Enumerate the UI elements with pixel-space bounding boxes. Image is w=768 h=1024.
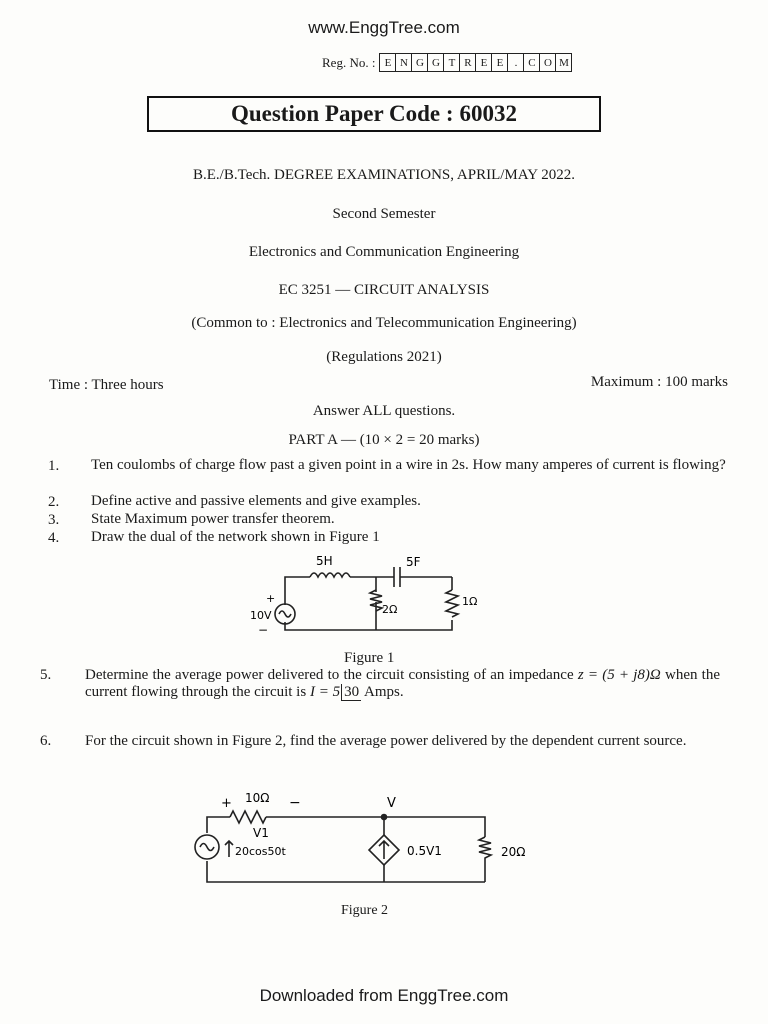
- reg-cell: M: [559, 56, 569, 69]
- impedance-expression: z = (5 + j8)Ω: [577, 667, 661, 683]
- question-number: 6.: [40, 733, 52, 749]
- part-a-heading: PART A — (10 × 2 = 20 marks): [288, 432, 480, 448]
- figure-2-caption: Figure 2: [341, 903, 389, 918]
- v1-label: V1: [253, 826, 269, 840]
- instruction-line: Answer ALL questions.: [312, 403, 456, 419]
- q5-text-f: Amps.: [364, 684, 404, 700]
- resistor-right-label: 20Ω: [501, 845, 526, 859]
- question-number: 2.: [48, 494, 60, 510]
- register-number: [322, 53, 572, 72]
- resistor-right-label: 1Ω: [462, 595, 478, 608]
- resistor-20ohm: [479, 837, 491, 882]
- resistor-1ohm: [446, 590, 458, 617]
- plus-sign: +: [266, 592, 276, 605]
- node-label: V: [387, 796, 396, 811]
- reg-cell: E: [476, 54, 492, 71]
- reg-label: Reg. No. :: [322, 54, 376, 70]
- regulations-line: (Regulations 2021): [326, 349, 442, 365]
- source-label: 10V: [250, 609, 272, 622]
- wire-bottom: [207, 861, 485, 882]
- reg-cell: R: [460, 54, 476, 71]
- question-number: 4.: [48, 530, 60, 546]
- question-text: Ten coulombs of charge flow past a given point in a wire in 2s. How many amperes of current is flowing?: [91, 457, 726, 473]
- figure-1-circuit: [240, 550, 520, 650]
- reg-cell: .: [508, 54, 524, 71]
- degree-line: B.E./B.Tech. DEGREE EXAMINATIONS, APRIL/MAY 2022.: [192, 167, 575, 183]
- question-text: [85, 667, 720, 701]
- reg-cell: O: [540, 54, 556, 71]
- source-label: 20cos50t: [235, 845, 286, 858]
- department-line: Electronics and Communication Engineering: [248, 244, 520, 260]
- resistor-mid-label: 2Ω: [382, 603, 398, 616]
- semester-line: Second Semester: [332, 206, 436, 222]
- reg-cell: E: [380, 54, 396, 71]
- angle-value: 30: [341, 684, 361, 701]
- reg-cell: G: [428, 54, 444, 71]
- reg-cell: N: [396, 54, 412, 71]
- capacitor-5f: [376, 567, 452, 587]
- question-number: 3.: [48, 512, 60, 528]
- reg-cell: T: [444, 54, 460, 71]
- q5-text-c: when the current flowing through the circuit is: [85, 667, 721, 700]
- resistor-10ohm: [230, 811, 266, 823]
- source-arrow: [225, 841, 233, 857]
- site-header: www.EnggTree.com: [308, 18, 460, 37]
- resistor-top-label: 10Ω: [245, 791, 270, 805]
- paper-code-label: Question Paper Code :: [230, 101, 454, 126]
- wire-left-top: [285, 577, 310, 605]
- plus-sign: +: [221, 796, 232, 811]
- wire-bottom: [285, 620, 452, 630]
- wire-top: [266, 817, 485, 837]
- ac-symbol: [200, 844, 214, 851]
- minus-sign: −: [258, 623, 269, 637]
- site-footer: Downloaded from EnggTree.com: [259, 986, 509, 1005]
- current-expression: I = 5: [309, 684, 341, 700]
- question-text: For the circuit shown in Figure 2, find the average power delivered by the dependent current source.: [85, 733, 687, 749]
- ac-symbol: [279, 611, 291, 617]
- wire-left-top: [207, 817, 230, 833]
- paper-code: 60032: [459, 101, 518, 126]
- question-text: Define active and passive elements and give examples.: [91, 493, 421, 509]
- question-text: Draw the dual of the network shown in Figure 1: [91, 529, 380, 545]
- time-allowed: Time : Three hours: [49, 377, 164, 393]
- inductor-label: 5H: [316, 554, 333, 568]
- dep-source-arrow: [379, 841, 389, 859]
- question-number: 1.: [48, 458, 60, 474]
- reg-cell: G: [412, 54, 428, 71]
- question-number: 5.: [40, 667, 52, 683]
- figure-1-caption: Figure 1: [344, 650, 395, 666]
- dep-source-label: 0.5V1: [407, 844, 442, 858]
- reg-box: [379, 53, 572, 72]
- question-paper-code-box: [147, 96, 601, 132]
- maximum-marks: Maximum : 100 marks: [590, 374, 728, 390]
- course-line: EC 3251 — CIRCUIT ANALYSIS: [278, 282, 490, 298]
- inductor-5h: [310, 573, 350, 577]
- reg-cell: E: [492, 54, 508, 71]
- capacitor-label: 5F: [406, 555, 421, 569]
- reg-cell: C: [524, 54, 540, 71]
- common-to-line: (Common to : Electronics and Telecommunication Engineering): [191, 315, 577, 331]
- question-text: State Maximum power transfer theorem.: [91, 511, 335, 527]
- minus-sign: −: [289, 795, 301, 811]
- q5-text-a: Determine the average power delivered to the circuit consisting of an impedance: [85, 667, 574, 683]
- figure-2-circuit: [185, 785, 565, 890]
